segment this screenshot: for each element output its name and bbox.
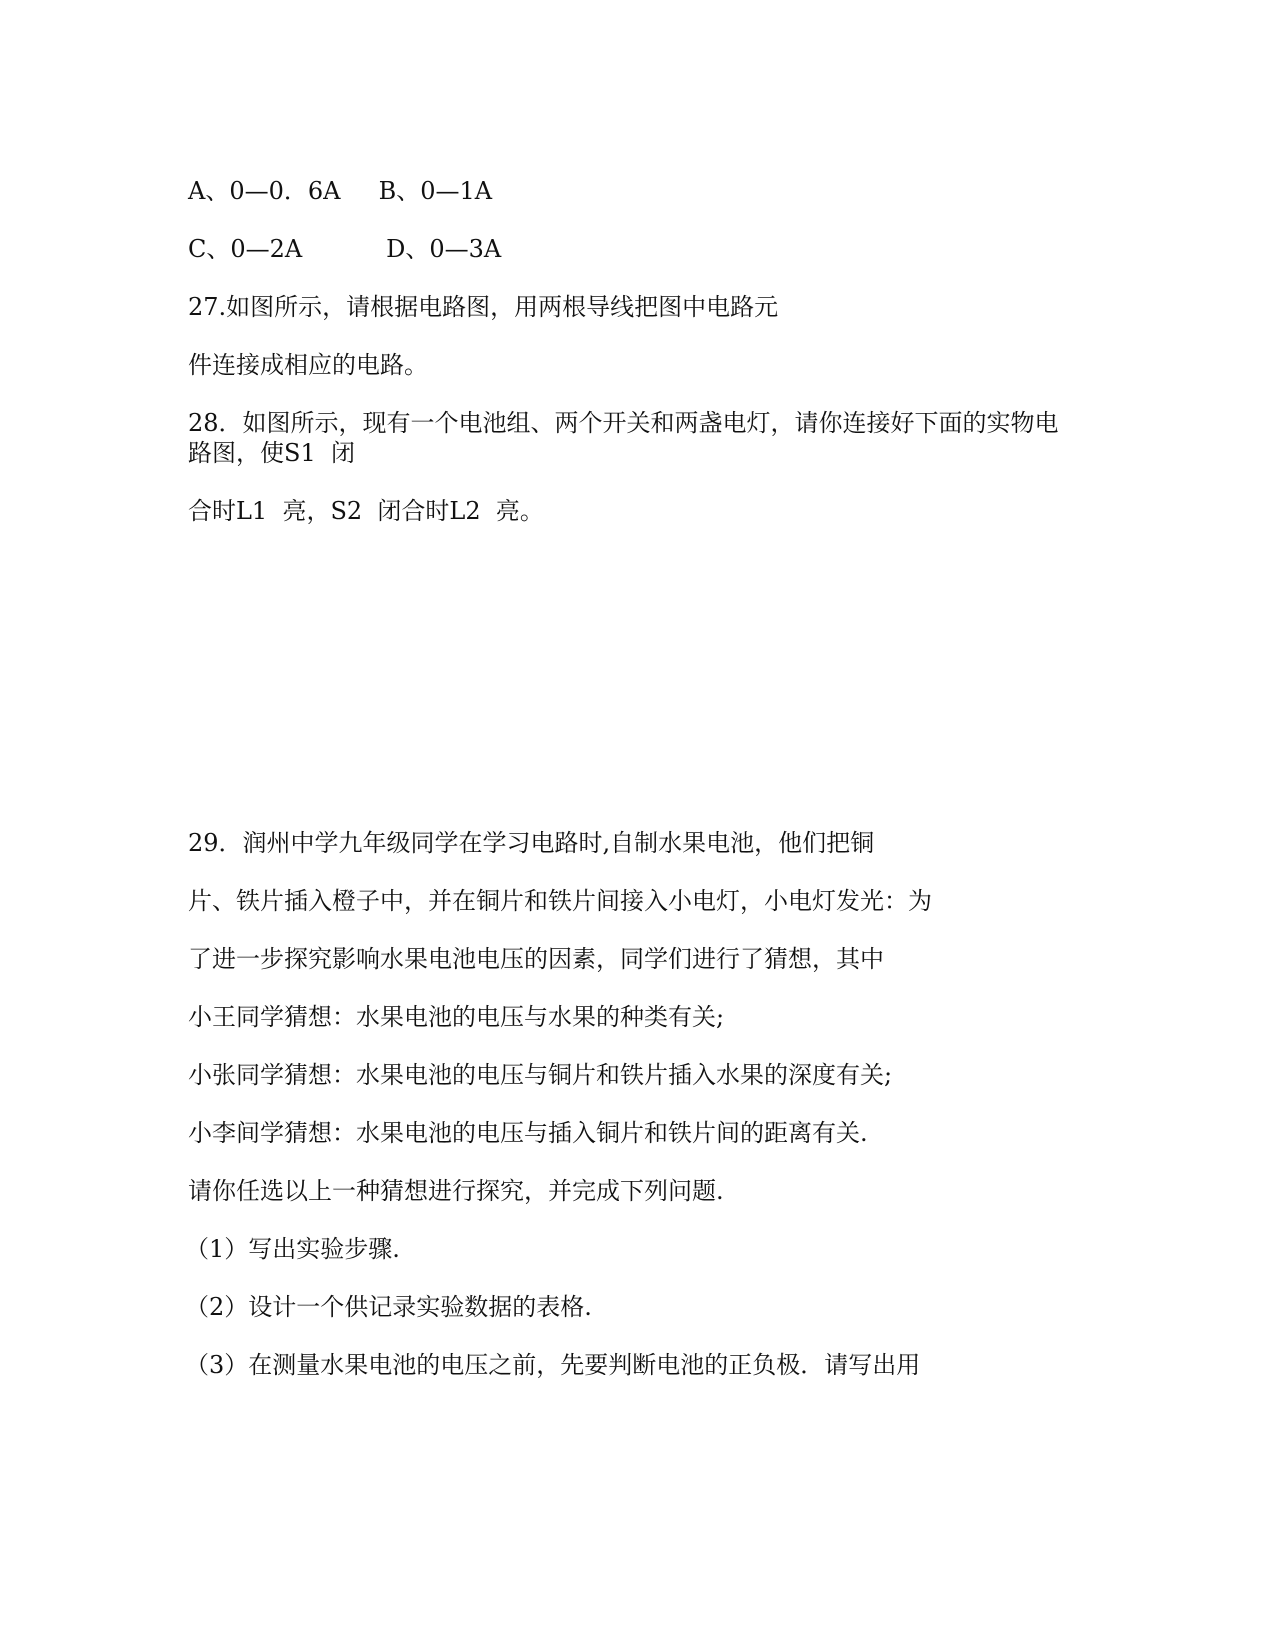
question-29-line-2: 片、铁片插入橙子中，并在铜片和铁片间接入小电灯，小电灯发光：为: [188, 887, 932, 915]
question-29-line-1: 29．润州中学九年级同学在学习电路时,自制水果电池，他们把铜: [188, 829, 875, 857]
question-29-line-3: 了进一步探究影响水果电池电压的因素，同学们进行了猜想，其中: [188, 945, 884, 973]
question-28-line-3: 合时L1 亮，S2 闭合时L2 亮。: [188, 497, 544, 525]
question-29-part-2: （2）设计一个供记录实验数据的表格.: [185, 1293, 592, 1321]
question-29-line-4: 小王同学猜想：水果电池的电压与水果的种类有关;: [188, 1003, 725, 1031]
question-27-line-1: 27.如图所示，请根据电路图，用两根导线把图中电路元: [188, 293, 779, 321]
question-27-line-2: 件连接成相应的电路。: [188, 351, 428, 379]
question-29-line-6: 小李间学猜想：水果电池的电压与插入铜片和铁片间的距离有关.: [188, 1119, 868, 1147]
question-29-part-1: （1）写出实验步骤.: [185, 1235, 400, 1263]
answer-options-row-2: C、0—2A D、0—3A: [188, 235, 502, 263]
question-29-line-7: 请你任选以上一种猜想进行探究，并完成下列问题.: [188, 1177, 724, 1205]
question-28-line-2: 路图，使S1 闭: [188, 439, 355, 467]
question-29-part-3: （3）在测量水果电池的电压之前，先要判断电池的正负极．请写出用: [185, 1351, 921, 1379]
question-29-line-5: 小张同学猜想：水果电池的电压与铜片和铁片插入水果的深度有关;: [188, 1061, 893, 1089]
question-28-line-1: 28．如图所示，现有一个电池组、两个开关和两盏电灯，请你连接好下面的实物电: [188, 409, 1059, 437]
answer-options-row-1: A、0—0．6A B、0—1A: [188, 177, 493, 205]
